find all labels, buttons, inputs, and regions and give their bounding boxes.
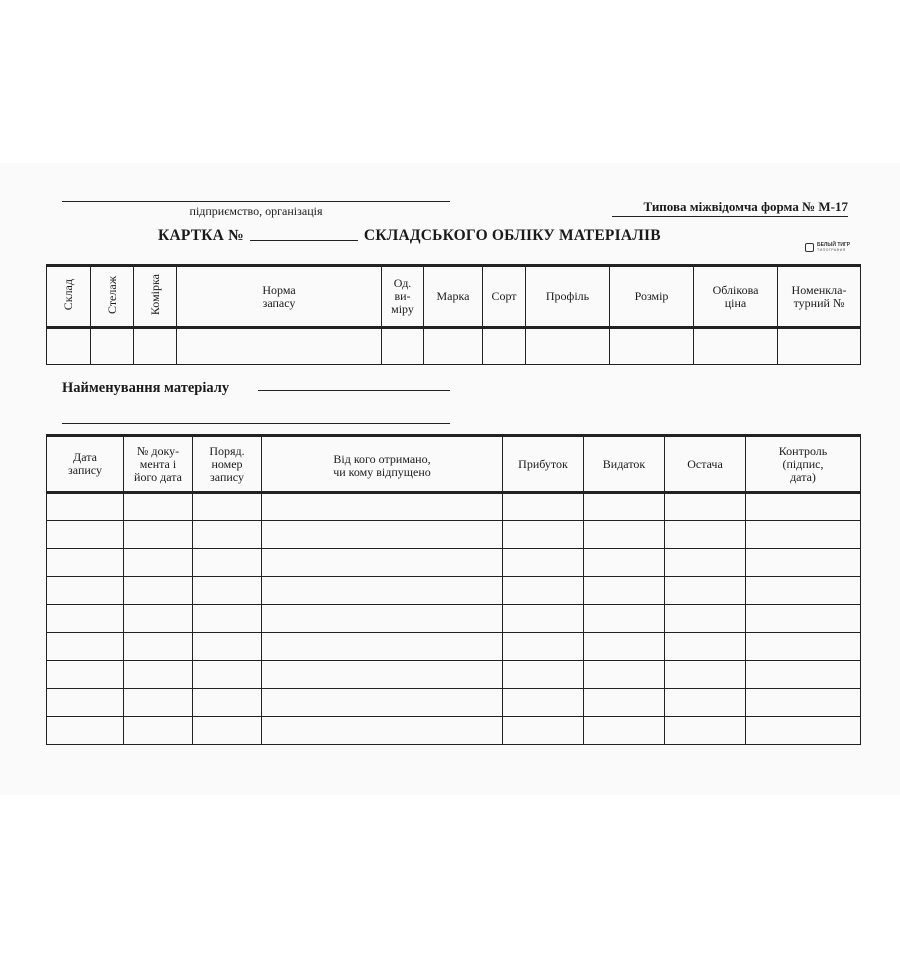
table-cell[interactable] <box>746 633 861 661</box>
table-cell[interactable] <box>584 521 665 549</box>
table-cell[interactable] <box>262 605 503 633</box>
table-cell[interactable] <box>193 605 262 633</box>
movement-log-header <box>47 436 861 493</box>
table-cell[interactable] <box>262 549 503 577</box>
table-cell[interactable] <box>778 328 861 365</box>
table-cell[interactable] <box>124 605 193 633</box>
table-cell[interactable] <box>382 328 424 365</box>
table-cell[interactable] <box>124 577 193 605</box>
col-header: Поряд. номер запису <box>193 436 262 493</box>
table-cell[interactable] <box>124 689 193 717</box>
table-cell[interactable] <box>193 521 262 549</box>
table-cell[interactable] <box>47 577 124 605</box>
table-cell[interactable] <box>584 577 665 605</box>
publisher-logo <box>805 243 850 252</box>
table-cell[interactable] <box>262 493 503 521</box>
table-cell[interactable] <box>746 549 861 577</box>
table-cell[interactable] <box>584 661 665 689</box>
col-header: Марка <box>424 266 483 328</box>
table-cell[interactable] <box>584 689 665 717</box>
table-cell[interactable] <box>124 549 193 577</box>
table-cell[interactable] <box>665 633 746 661</box>
table-cell[interactable] <box>47 493 124 521</box>
table-cell[interactable] <box>124 717 193 745</box>
card-number-blank <box>250 226 358 241</box>
table-row <box>47 661 861 689</box>
table-cell[interactable] <box>694 328 778 365</box>
col-header: Видаток <box>584 436 665 493</box>
table-row <box>47 689 861 717</box>
table-cell[interactable] <box>47 689 124 717</box>
material-name-label: Найменування матеріалу <box>62 380 230 396</box>
material-details-header <box>47 266 861 328</box>
table-cell[interactable] <box>503 689 584 717</box>
table-cell[interactable] <box>124 521 193 549</box>
table-cell[interactable] <box>424 328 483 365</box>
logo-text: БЕЛЫЙ ТИГР <box>817 242 851 248</box>
col-header: Контроль (підпис, дата) <box>746 436 861 493</box>
col-header: Стелаж <box>91 266 134 328</box>
table-cell[interactable] <box>262 577 503 605</box>
table-cell[interactable] <box>193 493 262 521</box>
table-cell[interactable] <box>584 605 665 633</box>
table-row <box>47 521 861 549</box>
table-cell[interactable] <box>746 661 861 689</box>
table-cell[interactable] <box>503 661 584 689</box>
organization-caption: підприємство, організація <box>189 204 323 218</box>
logo-subtext: ТИПОГРАФИЯ <box>817 248 846 252</box>
table-cell[interactable] <box>503 549 584 577</box>
table-row <box>47 577 861 605</box>
table-cell[interactable] <box>665 605 746 633</box>
material-name-field[interactable] <box>258 390 450 391</box>
table-cell[interactable] <box>193 717 262 745</box>
col-header: Облікова ціна <box>694 266 778 328</box>
col-header: Від кого отримано, чи кому відпущено <box>262 436 503 493</box>
organization-line <box>62 201 450 202</box>
table-cell[interactable] <box>124 633 193 661</box>
table-cell[interactable] <box>91 328 134 365</box>
table-cell[interactable] <box>193 633 262 661</box>
col-header: Дата запису <box>47 436 124 493</box>
title-prefix: КАРТКА № <box>158 227 244 244</box>
table-cell[interactable] <box>746 521 861 549</box>
table-cell[interactable] <box>134 328 177 365</box>
col-header: Склад <box>47 266 91 328</box>
table-cell[interactable] <box>665 493 746 521</box>
table-cell[interactable] <box>503 717 584 745</box>
table-cell[interactable] <box>746 577 861 605</box>
table-cell[interactable] <box>746 605 861 633</box>
table-cell[interactable] <box>584 633 665 661</box>
table-cell[interactable] <box>584 549 665 577</box>
table-row <box>47 328 861 365</box>
table-cell[interactable] <box>193 689 262 717</box>
table-row <box>47 549 861 577</box>
table-cell[interactable] <box>124 493 193 521</box>
movement-log-table <box>46 434 861 745</box>
table-row <box>47 605 861 633</box>
table-cell[interactable] <box>47 661 124 689</box>
table-cell[interactable] <box>665 577 746 605</box>
table-cell[interactable] <box>483 328 526 365</box>
table-cell[interactable] <box>503 633 584 661</box>
table-row <box>47 717 861 745</box>
table-cell[interactable] <box>584 717 665 745</box>
table-cell[interactable] <box>665 549 746 577</box>
table-cell[interactable] <box>665 661 746 689</box>
table-cell[interactable] <box>262 661 503 689</box>
col-header: Розмір <box>610 266 694 328</box>
table-cell[interactable] <box>47 328 91 365</box>
table-cell[interactable] <box>193 661 262 689</box>
form-type-label: Типова міжвідомча форма № М-17 <box>612 199 848 217</box>
table-cell[interactable] <box>503 577 584 605</box>
table-cell[interactable] <box>665 521 746 549</box>
material-name-field-continued[interactable] <box>62 423 450 424</box>
table-cell[interactable] <box>503 521 584 549</box>
col-header: Профіль <box>526 266 610 328</box>
col-header: Норма запасу <box>177 266 382 328</box>
tiger-logo-icon <box>805 243 814 252</box>
table-cell[interactable] <box>746 689 861 717</box>
col-header: Остача <box>665 436 746 493</box>
table-cell[interactable] <box>193 549 262 577</box>
table-cell[interactable] <box>262 521 503 549</box>
table-cell[interactable] <box>177 328 382 365</box>
table-cell[interactable] <box>746 717 861 745</box>
table-cell[interactable] <box>610 328 694 365</box>
col-header: Сорт <box>483 266 526 328</box>
table-cell[interactable] <box>503 493 584 521</box>
table-cell[interactable] <box>124 661 193 689</box>
card-title <box>158 226 661 245</box>
table-cell[interactable] <box>665 717 746 745</box>
table-cell[interactable] <box>262 633 503 661</box>
col-header: Номенкла- турний № <box>778 266 861 328</box>
table-cell[interactable] <box>193 577 262 605</box>
col-header: № доку- мента і його дата <box>124 436 193 493</box>
table-cell[interactable] <box>503 605 584 633</box>
table-cell[interactable] <box>526 328 610 365</box>
table-cell[interactable] <box>665 689 746 717</box>
col-header: Од. ви- міру <box>382 266 424 328</box>
table-cell[interactable] <box>47 605 124 633</box>
table-cell[interactable] <box>47 521 124 549</box>
col-header: Комірка <box>134 266 177 328</box>
table-cell[interactable] <box>262 717 503 745</box>
table-cell[interactable] <box>47 717 124 745</box>
title-suffix: СКЛАДСЬКОГО ОБЛІКУ МАТЕРІАЛІВ <box>363 227 661 244</box>
col-header: Прибуток <box>503 436 584 493</box>
table-cell[interactable] <box>584 493 665 521</box>
material-details-table <box>46 264 861 365</box>
table-cell[interactable] <box>47 633 124 661</box>
table-row <box>47 633 861 661</box>
table-cell[interactable] <box>746 493 861 521</box>
table-cell[interactable] <box>47 549 124 577</box>
table-cell[interactable] <box>262 689 503 717</box>
table-row <box>47 493 861 521</box>
